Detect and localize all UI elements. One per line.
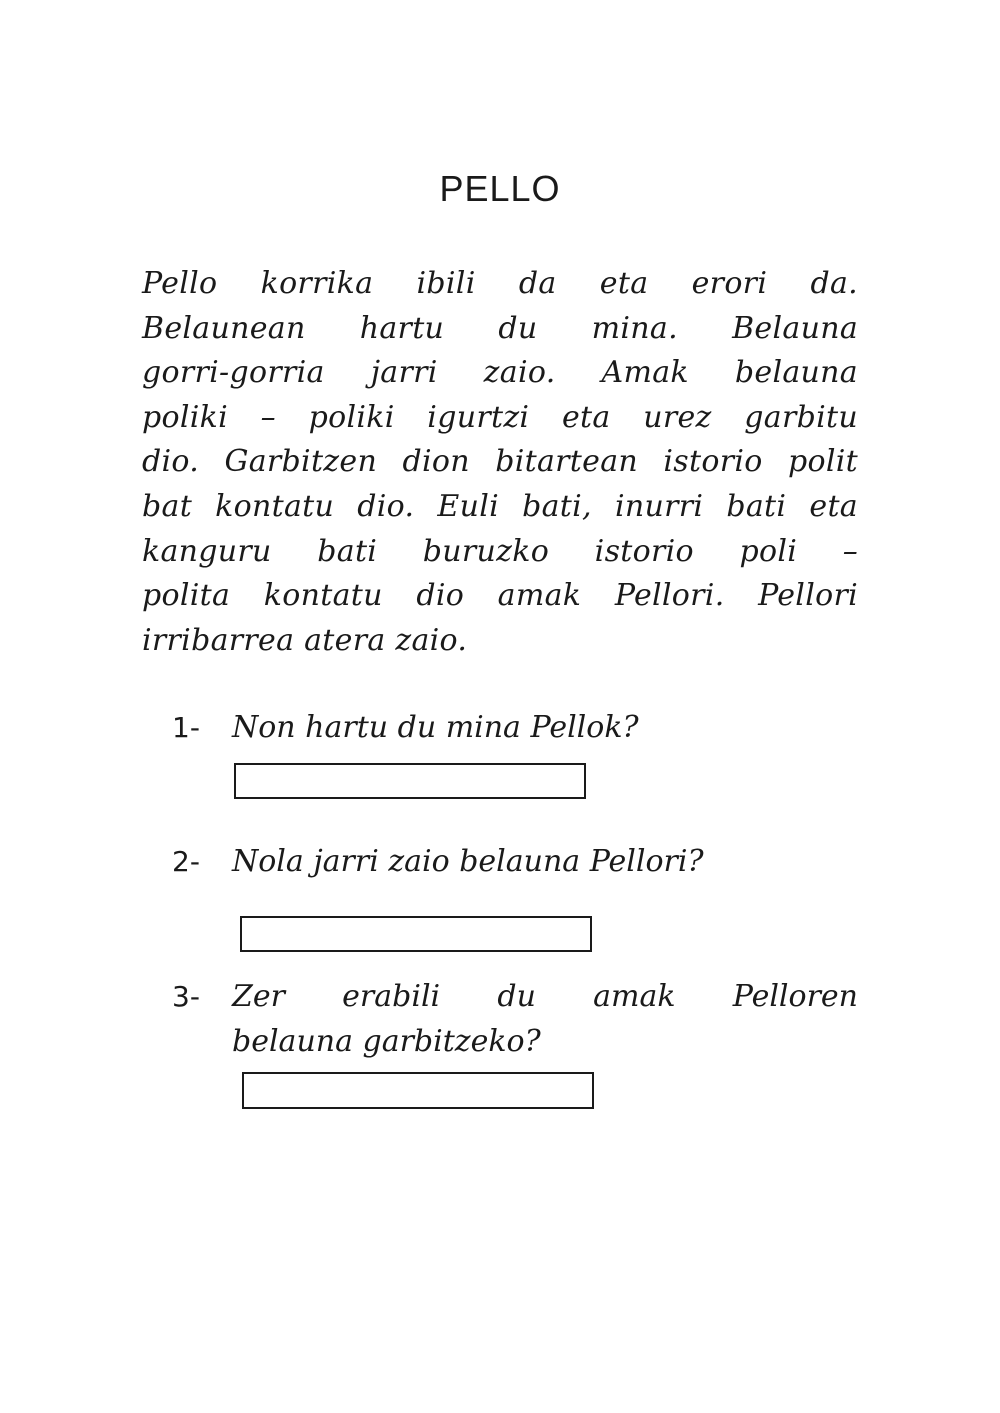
question-number: 2- xyxy=(172,845,200,878)
story-line: poliki – poliki igurtzi eta urez garbitu xyxy=(142,399,858,435)
question-text-line: belauna garbitzeko? xyxy=(232,1023,541,1059)
story-line: Belaunean hartu du mina. Belauna xyxy=(142,310,858,346)
question-3 xyxy=(172,975,872,1067)
question-number: 3- xyxy=(172,980,200,1013)
story-line: dio. Garbitzen dion bitartean istorio polit xyxy=(142,444,858,480)
story-paragraph xyxy=(142,262,858,663)
worksheet-title: PELLO xyxy=(439,168,561,209)
question-text: Nola jarri zaio belauna Pellori? xyxy=(232,844,704,879)
question-text: Non hartu du mina Pellok? xyxy=(232,710,639,745)
question-2 xyxy=(172,840,872,886)
question-text xyxy=(232,975,858,1064)
question-text-line: Zer erabili du amak Pelloren xyxy=(232,979,858,1014)
story-line: gorri-gorria jarri zaio. Amak belauna xyxy=(142,355,858,391)
answer-input-2[interactable] xyxy=(240,916,592,952)
answer-input-1[interactable] xyxy=(234,763,586,799)
story-line: kanguru bati buruzko istorio poli – xyxy=(142,533,858,569)
question-1 xyxy=(172,706,872,752)
story-line: Pello korrika ibili da eta erori da. xyxy=(142,266,858,301)
question-number: 1- xyxy=(172,711,200,744)
story-line: irribarrea atera zaio. xyxy=(142,622,468,658)
story-line: bat kontatu dio. Euli bati, inurri bati eta xyxy=(142,488,858,524)
answer-input-3[interactable] xyxy=(242,1072,594,1109)
story-line: polita kontatu dio amak Pellori. Pellori xyxy=(142,578,858,614)
